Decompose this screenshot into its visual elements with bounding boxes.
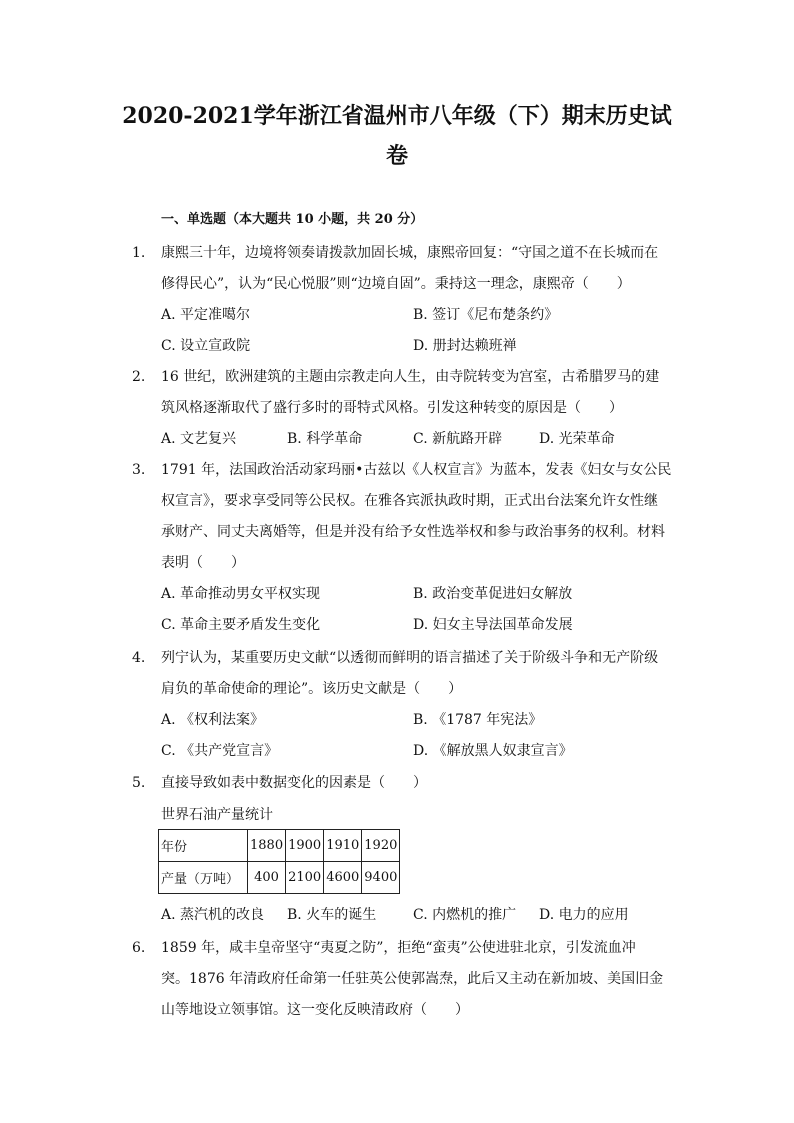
- question-text: 表明（ ）: [161, 555, 245, 571]
- option-c: C. 革命主要矛盾发生变化: [161, 617, 321, 633]
- question-text: 肩负的革命使命的理论”。该历史文献是（ ）: [161, 681, 463, 697]
- table-cell: 1910: [324, 830, 362, 862]
- option-d: D. 《解放黑人奴隶宣言》: [413, 743, 573, 759]
- table-caption: 世界石油产量统计: [161, 807, 273, 823]
- option-c: C. 《共产党宣言》: [161, 743, 279, 759]
- question-text: 山等地设立领事馆。这一变化反映清政府（ ）: [161, 1002, 469, 1018]
- question-text: 1859 年，咸丰皇帝坚守“夷夏之防”，拒绝“蛮夷”公使进驻北京，引发流血冲: [161, 940, 636, 956]
- option-b: B. 签订《尼布楚条约》: [413, 307, 559, 323]
- oil-production-table: [158, 829, 400, 894]
- question-number: 2.: [132, 369, 146, 385]
- question-text: 筑风格逐渐取代了盛行多时的哥特式风格。引发这种转变的原因是（ ）: [161, 400, 623, 416]
- question-number: 6.: [132, 940, 146, 956]
- option-c: C. 新航路开辟: [413, 431, 503, 447]
- option-d: D. 光荣革命: [539, 431, 615, 447]
- table-cell: 1900: [286, 830, 324, 862]
- table-cell: 产量（万吨）: [159, 862, 248, 894]
- table-cell: 1920: [362, 830, 400, 862]
- option-b: B. 政治变革促进妇女解放: [413, 586, 573, 602]
- option-a: A. 蒸汽机的改良: [161, 907, 265, 923]
- exam-title-line2: 卷: [385, 143, 408, 169]
- table-cell: 1880: [248, 830, 286, 862]
- option-c: C. 内燃机的推广: [413, 907, 517, 923]
- section-heading: 一、单选题（本大题共 10 小题，共 20 分）: [161, 212, 424, 227]
- option-a: A. 革命推动男女平权实现: [161, 586, 321, 602]
- option-a: A. 平定准噶尔: [161, 307, 251, 323]
- question-number: 1.: [132, 245, 146, 261]
- option-d: D. 电力的应用: [539, 907, 629, 923]
- question-text: 突。1876 年清政府任命第一任驻英公使郭嵩焘，此后又主动在新加坡、美国旧金: [161, 971, 664, 987]
- table-cell: 400: [248, 862, 286, 894]
- option-d: D. 妇女主导法国革命发展: [413, 617, 573, 633]
- exam-title-line1: 2020-2021学年浙江省温州市八年级（下）期末历史试: [122, 103, 672, 129]
- question-number: 5.: [132, 775, 146, 791]
- question-text: 列宁认为，某重要历史文献“以透彻而鲜明的语言描述了关于阶级斗争和无产阶级: [161, 650, 659, 666]
- question-text: 修得民心”，认为“民心悦服”则“边境自固”。秉持这一理念，康熙帝（ ）: [161, 276, 631, 292]
- option-a: A. 文艺复兴: [161, 431, 237, 447]
- table-cell: 年份: [159, 830, 248, 862]
- question-number: 3.: [132, 462, 146, 478]
- table-cell: 4600: [324, 862, 362, 894]
- question-text: 承财产、同丈夫离婚等，但是并没有给予女性选举权和参与政治事务的权利。材料: [161, 524, 665, 540]
- question-text: 16 世纪，欧洲建筑的主题由宗教走向人生，由寺院转变为宫室，古希腊罗马的建: [161, 369, 660, 385]
- question-text: 康熙三十年，边境将领奏请拨款加固长城，康熙帝回复：“守国之道不在长城而在: [161, 245, 659, 261]
- question-text: 权宣言》，要求享受同等公民权。在雅各宾派执政时期，正式出台法案允许女性继: [161, 493, 658, 509]
- option-d: D. 册封达赖班禅: [413, 338, 517, 354]
- option-b: B. 《1787 年宪法》: [413, 712, 543, 728]
- question-number: 4.: [132, 650, 146, 666]
- option-a: A. 《权利法案》: [161, 712, 265, 728]
- option-c: C. 设立宣政院: [161, 338, 251, 354]
- option-b: B. 火车的诞生: [287, 907, 377, 923]
- table-row: [159, 862, 400, 894]
- table-row: [159, 830, 400, 862]
- question-text: 1791 年，法国政治活动家玛丽•古兹以《人权宣言》为蓝本，发表《妇女与女公民: [161, 462, 672, 478]
- table-cell: 2100: [286, 862, 324, 894]
- table-cell: 9400: [362, 862, 400, 894]
- option-b: B. 科学革命: [287, 431, 363, 447]
- question-text: 直接导致如表中数据变化的因素是（ ）: [161, 775, 427, 791]
